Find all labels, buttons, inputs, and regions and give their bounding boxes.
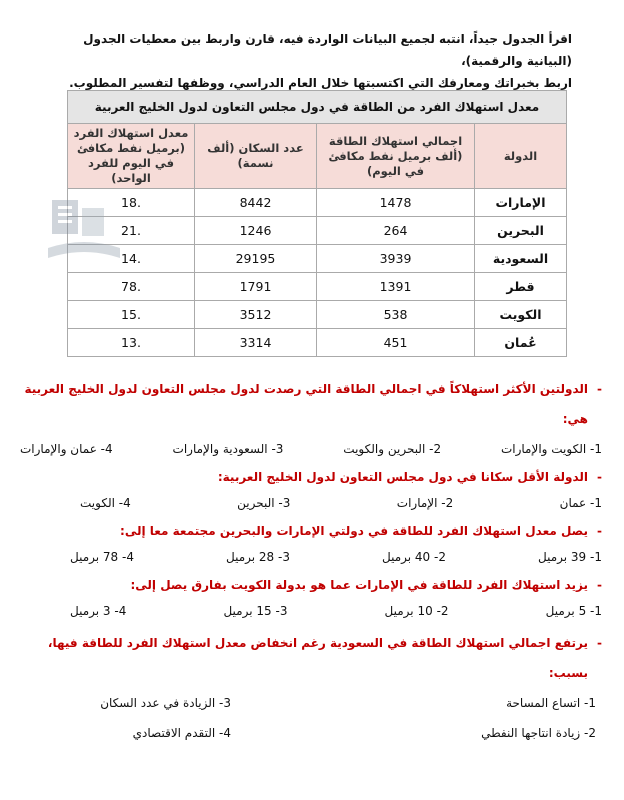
option-4[interactable]: 4- 78 برميل [70, 550, 134, 564]
question-5 [20, 628, 602, 744]
option-2[interactable]: 2- زيادة انتاجها النفطي [481, 726, 596, 740]
cell-total: 538 [317, 301, 475, 329]
options-row [20, 546, 602, 568]
question-stem: - يرتفع اجمالي استهلاك الطاقة في السعودية رغم انخفاض معدل استهلاك الفرد للطاقة فيها، بسبب: [20, 628, 602, 688]
question-stem: - يزيد استهلاك الفرد للطاقة في الإمارات عما هو بدولة الكويت بفارق يصل إلى: [20, 574, 602, 596]
option-2[interactable]: 2- الإمارات [396, 496, 454, 510]
option-2[interactable]: 2- البحرين والكويت [343, 442, 442, 456]
cell-population: 3314 [195, 329, 317, 357]
option-1[interactable]: 1- 39 برميل [538, 550, 602, 564]
instructions [42, 28, 572, 94]
question-stem: - يصل معدل استهلاك الفرد للطاقة في دولتي الإمارات والبحرين مجتمعة معا إلى: [20, 520, 602, 542]
instructions-line-1: اقرأ الجدول جيداً، انتبه لجميع البيانات الواردة فيه، قارن واربط بين معطيات الجدول (البيانية والرقمية)، [83, 32, 572, 68]
question-4 [20, 574, 602, 622]
header-country: الدولة [475, 124, 567, 189]
table-row [68, 273, 567, 301]
cell-population: 1246 [195, 217, 317, 245]
table-row [68, 217, 567, 245]
cell-total: 1391 [317, 273, 475, 301]
question-stem: - الدولة الأقل سكانا في دول مجلس التعاون لدول الخليج العربية: [20, 466, 602, 488]
option-4[interactable]: 4- عمان والإمارات [20, 442, 113, 456]
cell-country: الكويت [475, 301, 567, 329]
option-3[interactable]: 3- البحرين [237, 496, 291, 510]
cell-total: 3939 [317, 245, 475, 273]
energy-table [68, 90, 567, 357]
cell-per-capita: .21 [68, 217, 195, 245]
option-3[interactable]: 3- 15 برميل [223, 604, 288, 618]
cell-total: 264 [317, 217, 475, 245]
header-population: عدد السكان (ألف نسمة) [195, 124, 317, 189]
options-grid [20, 692, 602, 744]
question-3 [20, 520, 602, 568]
option-3[interactable]: 3- الزيادة في عدد السكان [100, 696, 231, 710]
cell-per-capita: .13 [68, 329, 195, 357]
option-2[interactable]: 2- 10 برميل [384, 604, 449, 618]
cell-per-capita: .78 [68, 273, 195, 301]
cell-country: البحرين [475, 217, 567, 245]
option-1[interactable]: 1- عمان [559, 496, 602, 510]
option-3[interactable]: 3- 28 برميل [226, 550, 290, 564]
options-row [20, 600, 602, 622]
table-row [68, 301, 567, 329]
question-1 [20, 374, 602, 460]
option-1[interactable]: 1- الكويت والإمارات [500, 442, 602, 456]
cell-country: السعودية [475, 245, 567, 273]
option-4[interactable]: 4- التقدم الاقتصادي [132, 726, 231, 740]
table-row [68, 189, 567, 217]
option-4[interactable]: 4- الكويت [80, 496, 131, 510]
header-per-capita: معدل استهلاك الفرد (برميل نفط مكافئ في اليوم للفرد الواحد) [68, 124, 195, 189]
cell-country: عُمان [475, 329, 567, 357]
cell-per-capita: .14 [68, 245, 195, 273]
cell-country: الإمارات [475, 189, 567, 217]
option-1[interactable]: 1- اتساع المساحة [506, 696, 596, 710]
instructions-line-2: اربط بخبراتك ومعارفك التي اكتسبتها خلال العام الدراسي، ووظفها لتفسير المطلوب. [69, 76, 572, 90]
options-row [20, 492, 602, 514]
cell-per-capita: .18 [68, 189, 195, 217]
cell-population: 8442 [195, 189, 317, 217]
questions-section [20, 374, 602, 750]
option-1[interactable]: 1- 5 برميل [545, 604, 602, 618]
cell-total: 451 [317, 329, 475, 357]
header-total-consumption: اجمالي استهلاك الطاقة (ألف برميل نفط مكافئ في اليوم) [317, 124, 475, 189]
question-2 [20, 466, 602, 514]
option-4[interactable]: 4- 3 برميل [70, 604, 127, 618]
table-row [68, 245, 567, 273]
cell-population: 29195 [195, 245, 317, 273]
cell-country: قطر [475, 273, 567, 301]
cell-total: 1478 [317, 189, 475, 217]
cell-population: 3512 [195, 301, 317, 329]
table-row [68, 329, 567, 357]
question-stem: - الدولتين الأكثر استهلاكاً في اجمالي الطاقة التي رصدت لدول مجلس التعاون لدول الخليج العربية هي: [20, 374, 602, 434]
cell-population: 1791 [195, 273, 317, 301]
options-row [20, 438, 602, 460]
table-title: معدل استهلاك الفرد من الطاقة في دول مجلس التعاون لدول الخليج العربية [68, 91, 567, 124]
option-2[interactable]: 2- 40 برميل [382, 550, 446, 564]
option-3[interactable]: 3- السعودية والإمارات [172, 442, 284, 456]
cell-per-capita: .15 [68, 301, 195, 329]
